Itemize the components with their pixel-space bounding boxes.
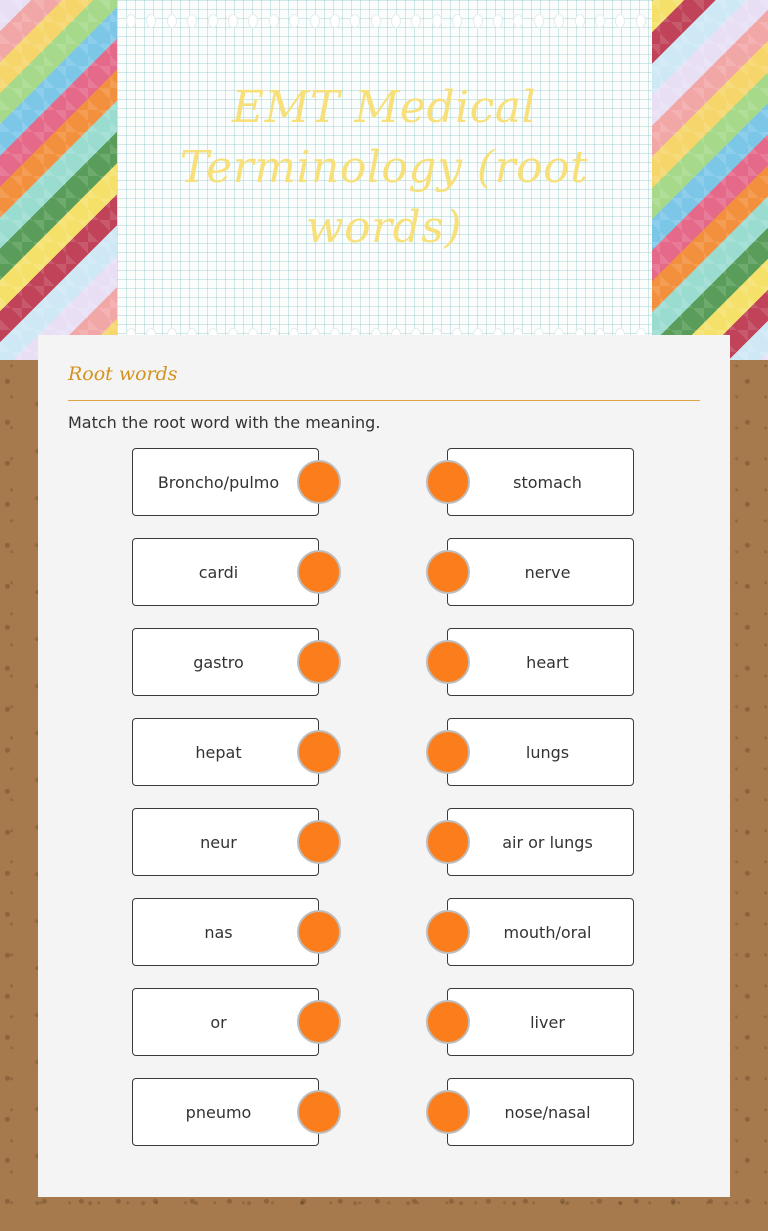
binder-hole bbox=[228, 14, 238, 28]
left-connector-dot[interactable] bbox=[297, 1000, 341, 1044]
right-connector-dot[interactable] bbox=[426, 640, 470, 684]
binder-hole bbox=[493, 14, 503, 28]
right-connector-dot[interactable] bbox=[426, 1090, 470, 1134]
left-connector-dot[interactable] bbox=[297, 460, 341, 504]
binder-hole bbox=[126, 14, 136, 28]
right-match-item[interactable]: stomach bbox=[447, 448, 634, 516]
binder-hole bbox=[411, 14, 421, 28]
left-match-item[interactable]: pneumo bbox=[132, 1078, 319, 1146]
binder-hole bbox=[310, 14, 320, 28]
left-match-item[interactable]: hepat bbox=[132, 718, 319, 786]
binder-hole bbox=[595, 14, 605, 28]
header-banner bbox=[0, 0, 768, 360]
section-title: Root words bbox=[68, 363, 178, 385]
binder-hole bbox=[167, 14, 177, 28]
binder-hole bbox=[391, 14, 401, 28]
right-connector-dot[interactable] bbox=[426, 730, 470, 774]
right-connector-dot[interactable] bbox=[426, 550, 470, 594]
left-match-item[interactable]: neur bbox=[132, 808, 319, 876]
binder-hole bbox=[615, 14, 625, 28]
binder-hole bbox=[554, 14, 564, 28]
right-match-item[interactable]: mouth/oral bbox=[447, 898, 634, 966]
right-connector-dot[interactable] bbox=[426, 460, 470, 504]
left-connector-dot[interactable] bbox=[297, 1090, 341, 1134]
binder-hole bbox=[371, 14, 381, 28]
right-match-item[interactable]: nerve bbox=[447, 538, 634, 606]
right-match-item[interactable]: lungs bbox=[447, 718, 634, 786]
left-match-item[interactable]: nas bbox=[132, 898, 319, 966]
binder-hole bbox=[452, 14, 462, 28]
right-match-item[interactable]: heart bbox=[447, 628, 634, 696]
binder-hole bbox=[289, 14, 299, 28]
right-match-item[interactable]: air or lungs bbox=[447, 808, 634, 876]
right-connector-dot[interactable] bbox=[426, 820, 470, 864]
binder-hole bbox=[636, 14, 646, 28]
binder-hole bbox=[208, 14, 218, 28]
binder-hole bbox=[350, 14, 360, 28]
left-match-item[interactable]: or bbox=[132, 988, 319, 1056]
left-connector-dot[interactable] bbox=[297, 730, 341, 774]
left-connector-dot[interactable] bbox=[297, 640, 341, 684]
binder-hole bbox=[187, 14, 197, 28]
binder-hole bbox=[330, 14, 340, 28]
binder-hole bbox=[432, 14, 442, 28]
right-match-item[interactable]: nose/nasal bbox=[447, 1078, 634, 1146]
section-divider bbox=[68, 400, 700, 401]
binder-holes-top bbox=[126, 14, 646, 28]
left-connector-dot[interactable] bbox=[297, 550, 341, 594]
left-match-item[interactable]: Broncho/pulmo bbox=[132, 448, 319, 516]
left-match-item[interactable]: gastro bbox=[132, 628, 319, 696]
left-connector-dot[interactable] bbox=[297, 820, 341, 864]
page-title: EMT Medical Terminology (root words) bbox=[179, 82, 589, 253]
binder-hole bbox=[473, 14, 483, 28]
right-match-item[interactable]: liver bbox=[447, 988, 634, 1056]
binder-hole bbox=[513, 14, 523, 28]
binder-hole bbox=[248, 14, 258, 28]
instructions-text: Match the root word with the meaning. bbox=[68, 413, 381, 432]
binder-hole bbox=[146, 14, 156, 28]
binder-hole bbox=[575, 14, 585, 28]
binder-hole bbox=[534, 14, 544, 28]
left-connector-dot[interactable] bbox=[297, 910, 341, 954]
right-connector-dot[interactable] bbox=[426, 1000, 470, 1044]
worksheet-card bbox=[38, 335, 730, 1197]
left-match-item[interactable]: cardi bbox=[132, 538, 319, 606]
right-connector-dot[interactable] bbox=[426, 910, 470, 954]
binder-hole bbox=[269, 14, 279, 28]
